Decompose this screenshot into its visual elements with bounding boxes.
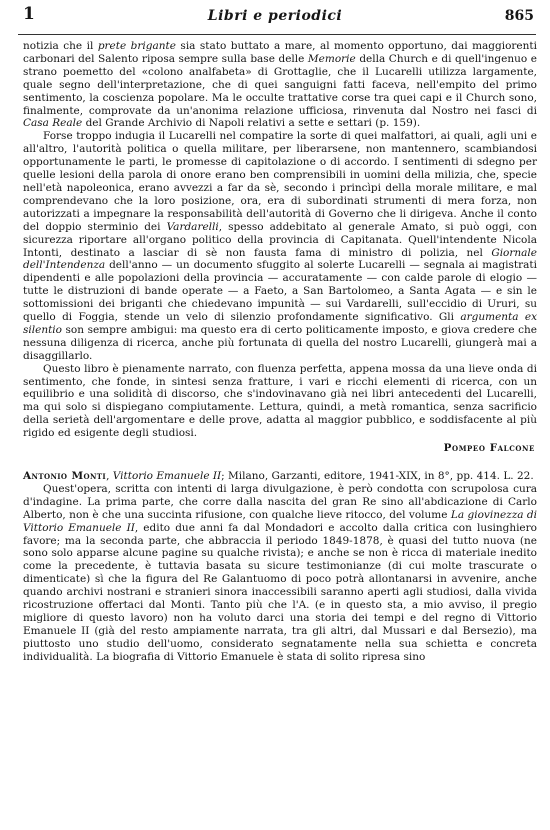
text-run: del Grande Archivio di Napoli relativi a sette e settari (p. 159). <box>82 117 421 130</box>
italic-run: Casa Reale <box>23 117 83 130</box>
italic-run: argumenta ex silentio <box>23 311 538 336</box>
review-pubinfo: ; Milano, Garzanti, editore, 1941-XIX, in 8°, pp. 414. L. 22. <box>221 470 534 482</box>
italic-run: La giovinezza di Vittorio Emanuele II <box>23 508 537 534</box>
text-run: della Church e di quell'ingenuo e strano poemetto del «colono analfabeta» di Grottaglie, che il Lucarelli utilizza largamente, quale segno dell'interpretazione, che di quei sanguigni fatti faceva, nell'empito del primo sentimento, la coscienza popolare. Ma le occulte trattative corse tra quei capi e il Church sono, finalmente, comprovate da un'anonima relazione ufficiosa, rinvenuta dal Nostro nei fasci di <box>23 52 537 117</box>
review-signature: Pompeo Falcone <box>443 442 535 455</box>
page-number: 865 <box>504 8 534 24</box>
italic-run: Vardarelli <box>166 220 219 233</box>
header-rule <box>18 34 536 35</box>
paragraph-2 <box>23 130 537 362</box>
section-gap <box>23 455 537 470</box>
text-run: dell'anno — un documento sfuggito al solerte Lucarelli — segnala ai magistrati dipendenti e alle popolazioni della provincia — accuratamente — con calde parole di elogio — tutte le distruzioni di bande operate — a Faeto, a San Bartolomeo, a Santa Agata — e sin le sottomissioni dei briganti che chiedevano impunità — sui Vardarelli, sull'eccidio di Ururi, su quello di Foggia, stende un velo di silenzio profondamente significativo. Gli <box>23 259 537 324</box>
main-text <box>23 40 537 664</box>
text-run: Quest'opera, scritta con intenti di larga divulgazione, è però condotta con scrupolosa cura d'indagine. La prima parte, che corre dalla nascita del gran Re sino all'abdicazione di Carlo Alberto, non è che una succinta rifusione, con qualche lieve ritocco, del volume <box>23 482 537 521</box>
paragraph-3: Questo libro è pienamente narrato, con fluenza perfetta, appena mossa da una lieve onda di sentimento, che fonde, in sintesi senza fratture, i vari e ricchi elementi di ricerca, con un equilibrio e una solidità di discorso, che s'indovinavano già nei libri antecedenti del Lucarelli, ma qui solo si dispiegano compiutamente. Lettura, quindi, a metà romantica, senza sacrificio della serietà dell'argomentare e delle prove, adatta al maggior pubblico, e soddisfacente al più rigido ed esigente degli studiosi. <box>23 362 537 440</box>
italic-run: Giornale dell'Intendenza <box>23 246 537 272</box>
text-run: son sempre ambigui: ma questo era di certo politicamente imposto, e giova credere che nessuna diligenza di ricerca, anche più fortunata di quella del nostro Lucarelli, giungerà mai a disaggillarlo. <box>23 323 537 362</box>
review-book-title: Vittorio Emanuele II <box>112 470 222 482</box>
text-run: notizia che il <box>23 40 98 52</box>
text-run: Forse troppo indugia il Lucarelli nel compatire la sorte di quei malfattori, ai quali, agli uni e all'altro, l'autorità politica o quella militare, per liberarsene, non mantennero, scambiandosi opportunamente le parti, le promesse di capitolazione o di accordo. I sentimenti di sdegno per quelle lesioni della parola di onore erano ben comprensibili in uomini della milizia, che, specie nell'età napoleonica, erano avvezzi a far da sè, secondo i princìpi della morale militare, e mal comprendevano che la loro posizione, ora, era di subordinati strumenti di mera forza, non autorizzati a impegnare la responsabilità dell'autorità di Governo che li dirigeva. Anche il conto del doppio sterminio dei <box>23 130 537 233</box>
review-heading: Antonio Monti, Vittorio Emanuele II; Milano, Garzanti, editore, 1941-XIX, in 8°, pp. 414. L. 22. <box>23 470 534 482</box>
review-paragraph-1 <box>23 483 537 664</box>
paragraph-1 <box>23 40 537 130</box>
review-author: Antonio Monti <box>23 470 107 482</box>
header-mark: 1 <box>23 4 35 24</box>
italic-run: Memorie <box>307 52 356 65</box>
text-run: , spesso addebitato al generale Amato, si può oggi, con sicurezza riportare all'organo politico della provincia di Capitanata. Quell'intendente Nicola Intonti, destinato a lasciar di sè non fausta fama di ministro di polizia, nel <box>23 220 538 259</box>
italic-run: prete brigante <box>97 40 176 52</box>
text-run: sia stato buttato a mare, al momento opportuno, dai maggiorenti carbonari del Salento riposa sempre sulla base delle <box>23 40 537 65</box>
running-title: Libri e periodici <box>207 8 343 24</box>
text-run: , edito due anni fa dal Mondadori e accolto dalla critica con lusinghiero favore; ma la seconda parte, che abbraccia il periodo 1849-1878, è quasi del tutto nuova (ne sono solo apparse alcune pagine su qualche rivista); e anche se non è ricca di materiale inedito come la precedente, è tuttavia basata su sicure testimonianze (di cui molte trascurate o dimenticate) sì che la figura del Re Galantuomo di poco potrà allontanarsi in avvenire, anche quando archivi nostrani e stranieri sinora inaccessibili saranno aperti agli studiosi, dalla vivida ricostruzione offertaci dal Monti. Tanto più che l'A. (e in questo sta, a mio avviso, il pregio migliore di questo lavoro) non ha voluto darci una storia dei tempi e del regno di Vittorio Emanuele II (già del resto ampiamente narrata, tra gli altri, dal Mussari e dal Bersezio), ma piuttosto uno studio dell'uomo, considerato segnatamente nella sua schietta e concreta individualità. La biografia di Vittorio Emanuele è stata di solito ripresa sino <box>23 521 537 663</box>
